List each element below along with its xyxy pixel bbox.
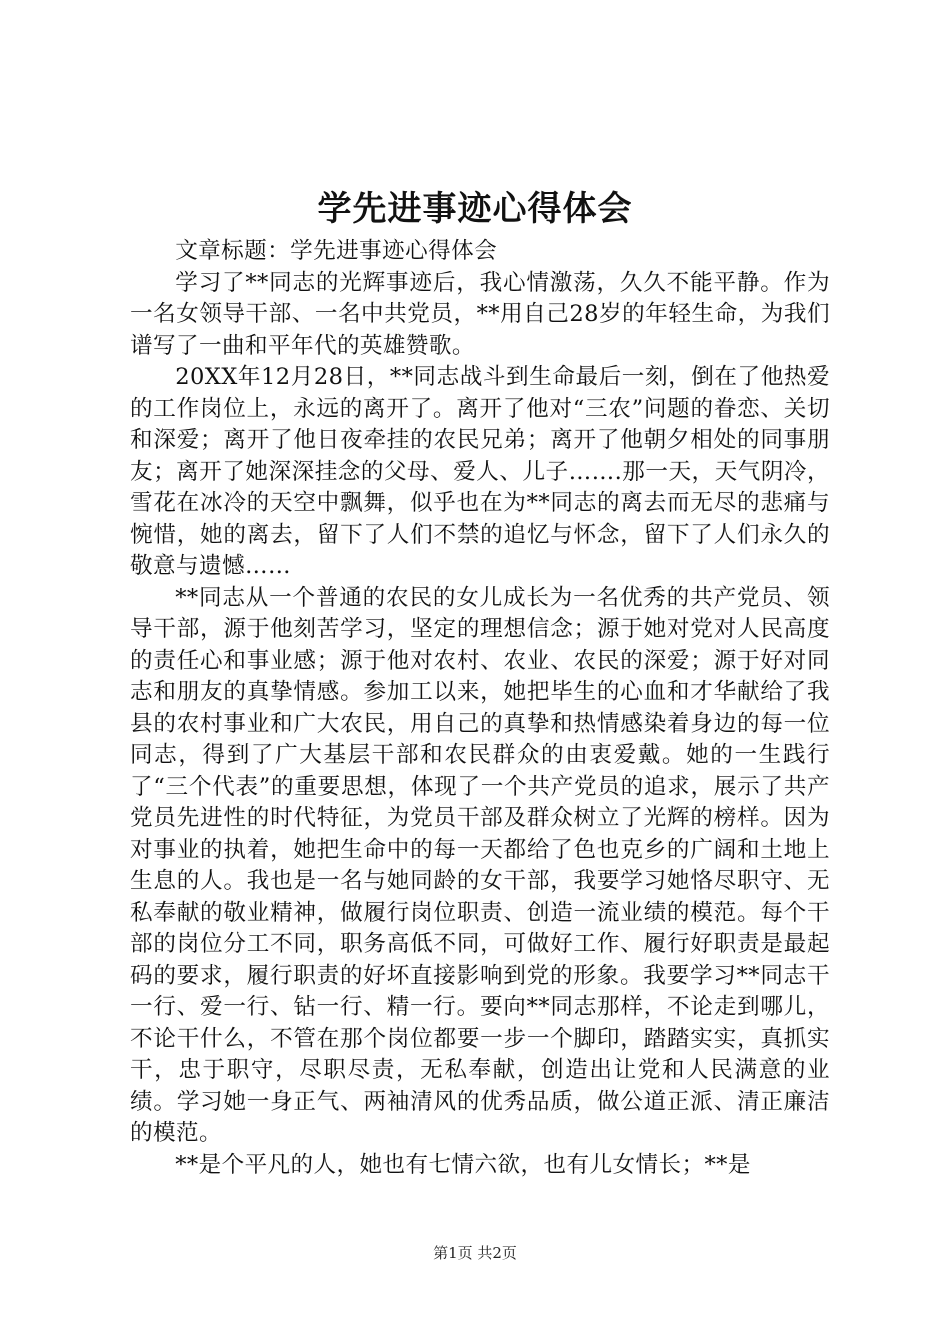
paragraph-continued: **是个平凡的人，她也有七情六欲，也有儿女情长；**是 [175, 1151, 751, 1178]
document-title: 学先进事迹心得体会 [317, 189, 633, 229]
document-body [130, 236, 830, 1181]
paragraph-memorial: 20XX年12月28日，**同志战斗到生命最后一刻，倒在了他热爱的工作岗位上，永远的离开了。离开了他对“三农”问题的眷恋、关切和深爱；离开了他日夜牵挂的农民兄弟；离开了他朝夕相处的同事朋友；离开了她深深挂念的父母、爱人、儿子…….那一天，天气阴冷，雪花在冰冷的天空中飘舞，似乎也在为**同志的离去而无尽的悲痛与惋惜，她的离去，留下了人们不禁的追忆与怀念，留下了人们永久的敬意与遗憾…… [130, 364, 830, 579]
paragraph-intro: 学习了**同志的光辉事迹后，我心情激荡，久久不能平静。作为一名女领导干部、一名中共党员，**用自己28岁的年轻生命，为我们谱写了一曲和平年代的英雄赞歌。 [130, 269, 830, 359]
paragraph-achievements: **同志从一个普通的农民的女儿成长为一名优秀的共产党员、领导干部，源于他刻苦学习，坚定的理想信念；源于她对党对人民高度的责任心和事业感；源于他对农村、农业、农民的深爱；源于好对同志和朋友的真挚情感。参加工以来，她把毕生的心血和才华献给了我县的农村事业和广大农民，用自己的真挚和热情感染着身边的每一位同志，得到了广大基层干部和农民群众的由衷爱戴。她的一生践行了“三个代表”的重要思想，体现了一个共产党员的追求，展示了共产党员先进性的时代特征，为党员干部及群众树立了光辉的榜样。因为对事业的执着，她把生命中的每一天都给了色也克乡的广阔和土地上生息的人。我也是一名与她同龄的女干部，我要学习她恪尽职守、无私奉献的敬业精神，做履行岗位职责、创造一流业绩的模范。每个干部的岗位分工不同，职务高低不同，可做好工作、履行好职责是最起码的要求，履行职责的好坏直接影响到党的形象。我要学习**同志干一行、爱一行、钻一行、精一行。要向**同志那样，不论走到哪儿，不论干什么，不管在那个岗位都要一步一个脚印，踏踏实实，真抓实干，忠于职守，尽职尽责，无私奉献，创造出让党和人民满意的业绩。学习她一身正气、两袖清风的优秀品质，做公道正派、清正廉洁的模范。 [130, 584, 830, 1146]
page-footer: 第1页 共2页 [433, 1244, 517, 1262]
article-title-line: 文章标题：学先进事迹心得体会 [175, 238, 498, 264]
